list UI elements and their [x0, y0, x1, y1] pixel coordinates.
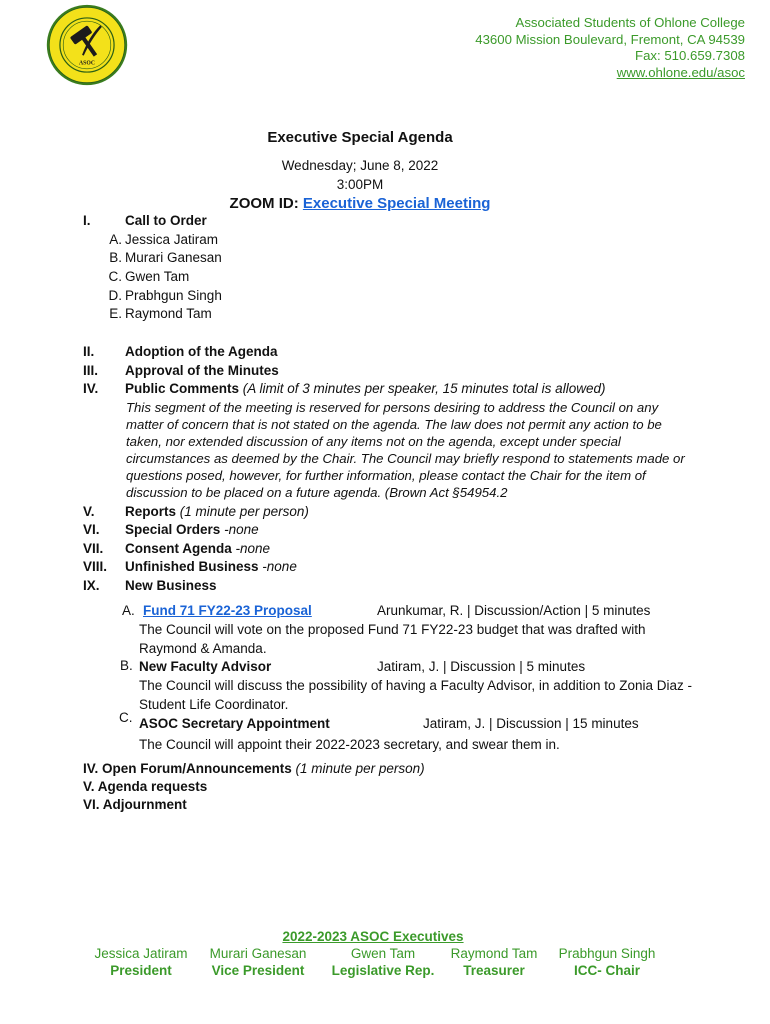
officer-president — [80, 945, 202, 979]
item-number: I. — [83, 213, 91, 228]
roll-name: Murari Ganesan — [125, 250, 222, 265]
officer-role: President — [110, 963, 172, 978]
agenda-item-adjournment: VI. Adjournment — [83, 797, 187, 812]
agenda-item-open-forum: IV. Open Forum/Announcements (1 minute per person) — [83, 761, 425, 776]
org-name: Associated Students of Ohlone College — [515, 15, 745, 30]
item-label: Call to Order — [125, 213, 207, 228]
svg-text:ASOC: ASOC — [79, 60, 95, 67]
officer-legislative-rep — [322, 945, 444, 979]
org-address: 43600 Mission Boulevard, Fremont, CA 94539 — [475, 31, 745, 47]
public-comments-text: This segment of the meeting is reserved for persons desiring to address the Council on any matter of concern that is not stated on the agenda. The law does not permit any action to be taken, nor extended discussion of any items not on the agenda, except under special circumstances as deemed by the Chair. The Council may briefly respond to statements made or questions posed, however, for further information, please contact the Chair for the item of discussion to be placed on a future agenda. (Brown Act §54954.2 — [126, 400, 685, 500]
roll-name: Gwen Tam — [125, 269, 190, 284]
officer-vice-president — [200, 945, 316, 979]
zoom-meeting-link[interactable]: Executive Special Meeting — [302, 195, 491, 212]
officer-treasurer — [440, 945, 548, 979]
meeting-time: 3:00PM — [336, 177, 384, 192]
asoc-seal-logo — [46, 4, 128, 86]
officer-name: Murari Ganesan — [209, 946, 307, 961]
officer-name: Jessica Jatiram — [94, 946, 188, 961]
officer-role: Vice President — [211, 963, 305, 978]
zoom-line — [0, 195, 720, 212]
officer-role: Treasurer — [463, 963, 525, 978]
org-website-link[interactable]: www.ohlone.edu/asoc — [616, 64, 745, 80]
officer-icc-chair — [550, 945, 664, 979]
officer-role: ICC- Chair — [573, 963, 640, 978]
meeting-date: Wednesday; June 8, 2022 — [281, 158, 439, 173]
executives-title: 2022-2023 ASOC Executives — [282, 929, 464, 944]
officer-name: Raymond Tam — [450, 946, 538, 961]
roll-name: Prabhgun Singh — [125, 288, 222, 303]
fund-71-proposal-link[interactable]: Fund 71 FY22-23 Proposal — [143, 603, 312, 618]
header-address-block — [475, 15, 745, 81]
zoom-label: ZOOM ID: — [229, 195, 299, 212]
agenda-item-agenda-requests: V. Agenda requests — [83, 779, 208, 794]
officer-name: Gwen Tam — [350, 946, 416, 961]
roll-name: Jessica Jatiram — [125, 232, 219, 247]
roll-name: Raymond Tam — [125, 306, 212, 321]
agenda-title: Executive Special Agenda — [267, 129, 453, 146]
org-fax: Fax: 510.659.7308 — [635, 48, 745, 63]
officer-role: Legislative Rep. — [331, 963, 435, 978]
officer-name: Prabhgun Singh — [558, 946, 656, 961]
